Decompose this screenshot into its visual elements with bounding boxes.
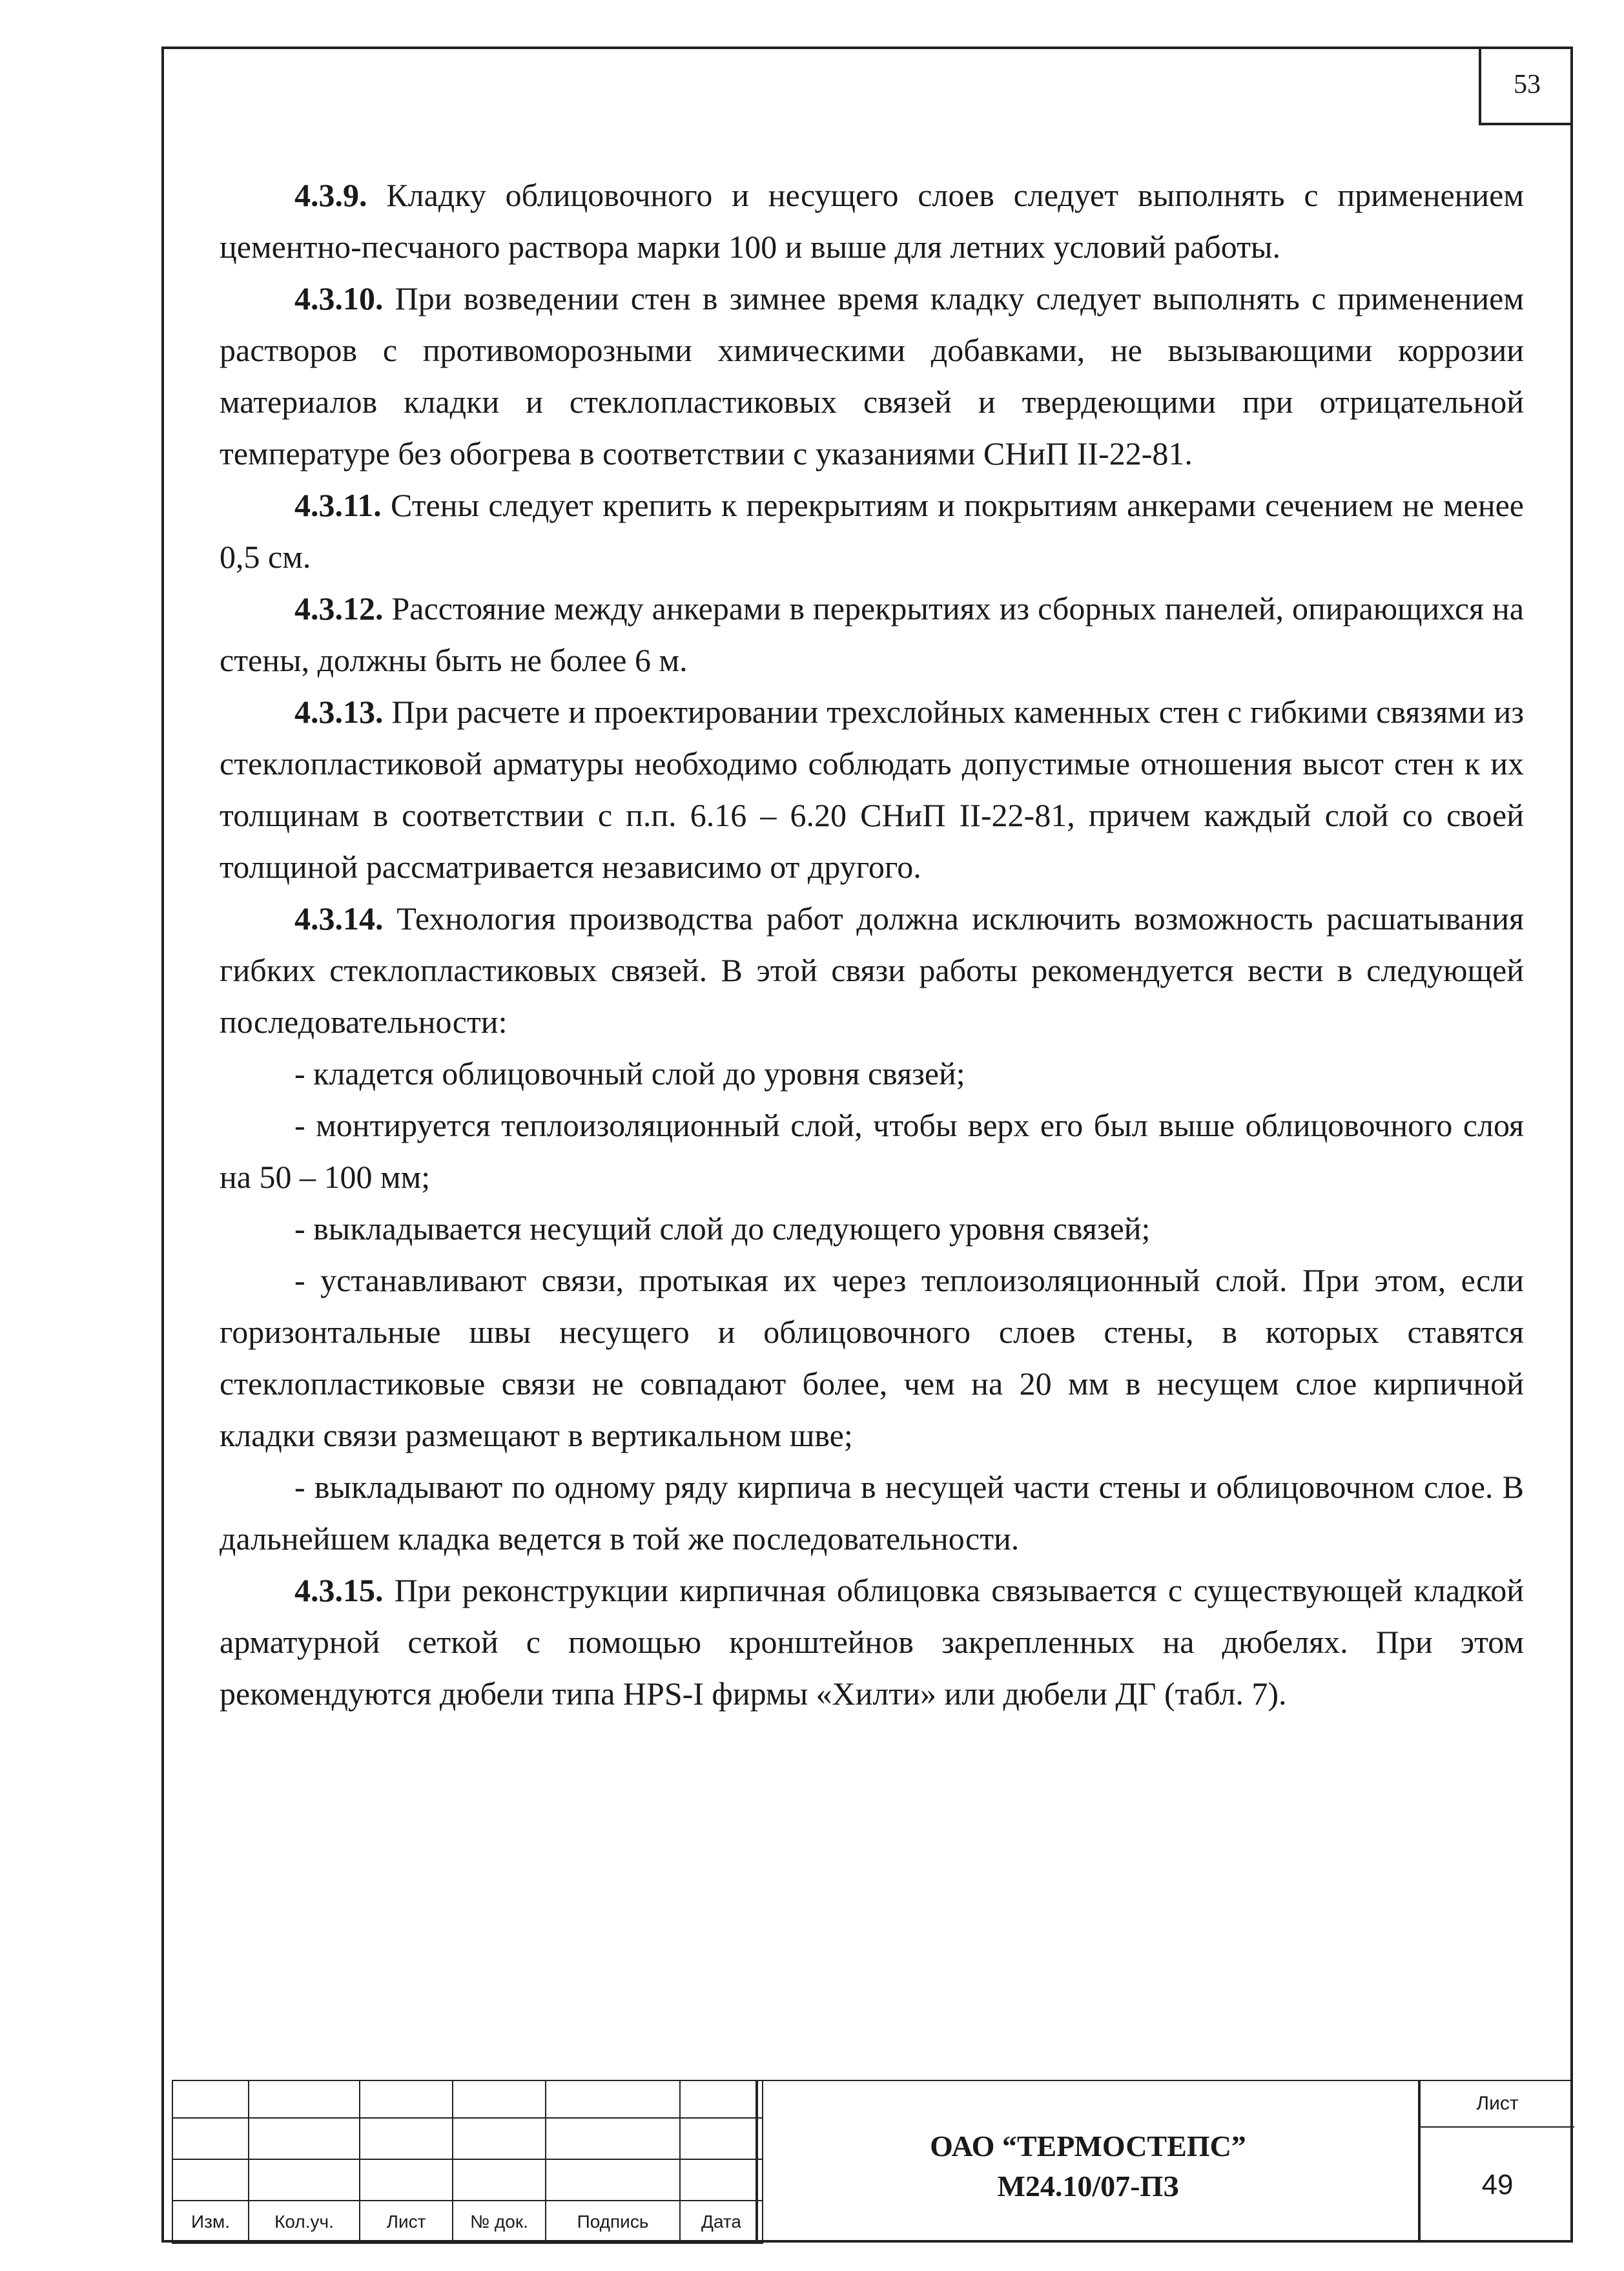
- paragraph: [220, 479, 1524, 583]
- paragraph: [220, 273, 1524, 479]
- stamp-label-date: Дата: [680, 2201, 763, 2243]
- stamp-title: [755, 2080, 1419, 2243]
- document-code: М24.10/07-ПЗ: [997, 2170, 1179, 2203]
- list-item: - монтируется теплоизоляционный слой, чтобы верх его был выше облицовочного слоя на 50 – 100 мм;: [220, 1107, 1524, 1195]
- paragraph-number: 4.3.14.: [294, 900, 384, 937]
- list-item: - выкладывают по одному ряду кирпича в несущей части стены и облицовочном слое. В дальнейшем кладка ведется в той же последовательности.: [220, 1469, 1524, 1557]
- stamp-label-sheet: Лист: [360, 2201, 453, 2243]
- paragraph-number: 4.3.15.: [294, 1572, 384, 1608]
- sheet-label: Лист: [1421, 2081, 1574, 2128]
- stamp-label-doc-number: № док.: [453, 2201, 546, 2243]
- title-block: [172, 2080, 1573, 2243]
- paragraph-number: 4.3.10.: [294, 280, 384, 316]
- paragraph: [220, 893, 1524, 1048]
- paragraph-number: 4.3.9.: [294, 177, 367, 213]
- list-item: - устанавливают связи, протыкая их через теплоизоляционный слой. При этом, если горизонтальные швы несущего и облицовочного слоев стены, в которых ставятся стеклопластиковые связи не совпадают более, чем на 20 мм в несущем слое кирпичной кладки связи размещают в вертикальном шве;: [220, 1262, 1524, 1453]
- paragraph-text: Стены следует крепить к перекрытиям и покрытиям анкерами сечением не менее 0,5 см.: [220, 487, 1524, 575]
- paragraph-number: 4.3.12.: [294, 590, 384, 627]
- paragraph-text: При реконструкции кирпичная облицовка связывается с существующей кладкой арматурной сеткой с помощью кронштейнов закрепленных на дюбелях. При этом рекомендуются дюбели типа HPS-I фирмы «Хилти» или дюбели ДГ (табл. 7).: [220, 1572, 1524, 1712]
- paragraph: [220, 169, 1524, 273]
- paragraph: [220, 583, 1524, 686]
- paragraph-text: При возведении стен в зимнее время кладку следует выполнять с применением растворов с противоморозными химическими добавками, не вызывающими коррозии материалов кладки и стеклопластиковых связей и твердеющими при отрицательной температуре без обогрева в соответствии с указаниями СНиП II-22-81.: [220, 280, 1524, 472]
- sheet-number: 49: [1481, 2169, 1514, 2201]
- list-item: - выкладывается несущий слой до следующего уровня связей;: [294, 1210, 1151, 1247]
- paragraph-number: 4.3.11.: [294, 487, 382, 523]
- paragraph: [220, 1564, 1524, 1719]
- stamp-label-signature: Подпись: [546, 2201, 680, 2243]
- stamp-label-quantity: Кол.уч.: [249, 2201, 360, 2243]
- revision-table: [172, 2080, 763, 2244]
- paragraph-text: При расчете и проектировании трехслойных каменных стен с гибкими связями из стеклопластиковой арматуры необходимо соблюдать допустимые отношения высот стен к их толщинам в соответствии с п.п. 6.16 – 6.20 СНиП II-22-81, причем каждый слой со своей толщиной рассматривается независимо от другого.: [220, 694, 1525, 885]
- stamp-sheet-cell: [1419, 2080, 1573, 2243]
- organization-name: ОАО “ТЕРМОСТЕПС”: [930, 2130, 1246, 2162]
- paragraph-number: 4.3.13.: [294, 694, 384, 730]
- paragraph-text: Расстояние между анкерами в перекрытиях из сборных панелей, опирающихся на стены, должны быть не более 6 м.: [220, 590, 1524, 678]
- paragraph-text: Технология производства работ должна исключить возможность расшатывания гибких стеклопластиковых связей. В этой связи работы рекомендуется вести в следующей последовательности:: [220, 900, 1525, 1040]
- page-number: 53: [1479, 47, 1573, 125]
- document-body: [220, 169, 1524, 1719]
- paragraph-text: Кладку облицовочного и несущего слоев следует выполнять с применением цементно-песчаного раствора марки 100 и выше для летних условий работы.: [220, 177, 1524, 265]
- list-item: - кладется облицовочный слой до уровня связей;: [294, 1055, 965, 1092]
- stamp-label-change: Изм.: [172, 2201, 249, 2243]
- paragraph: [220, 686, 1524, 893]
